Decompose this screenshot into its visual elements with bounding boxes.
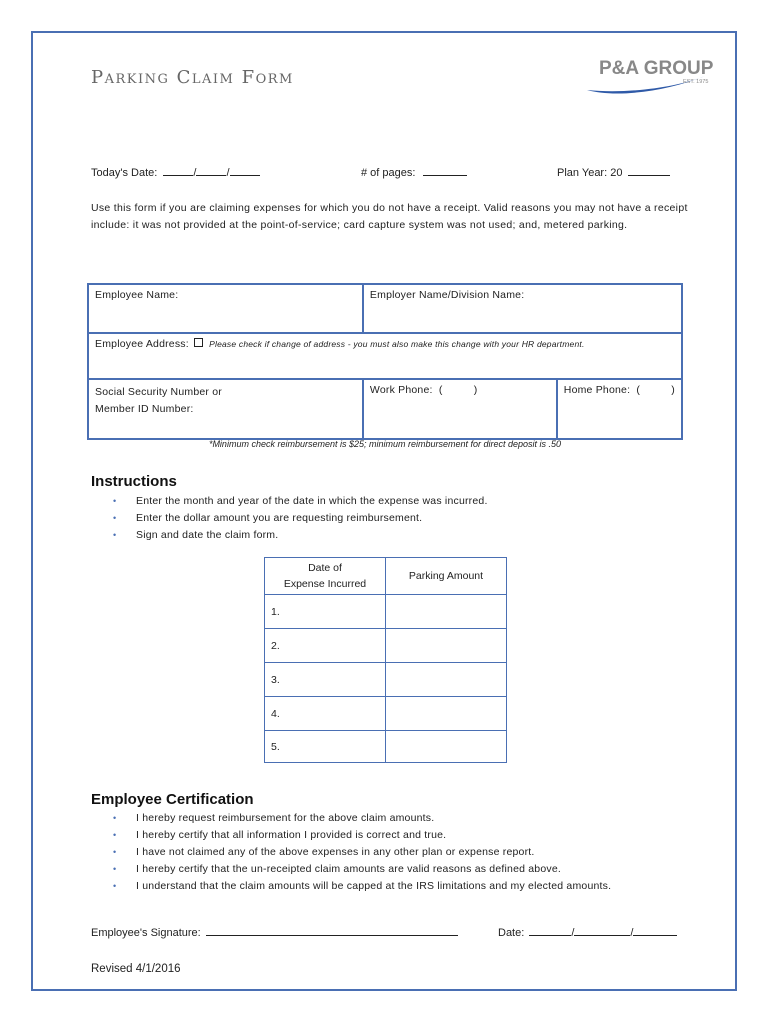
employer-name-label: Employer Name/Division Name: bbox=[369, 289, 525, 301]
table-row bbox=[265, 663, 507, 697]
date-cell[interactable]: 1. bbox=[265, 595, 386, 629]
sig-date-slash-2: / bbox=[630, 927, 634, 939]
date-cell[interactable]: 2. bbox=[265, 629, 386, 663]
amount-cell[interactable] bbox=[386, 697, 507, 731]
list-item: • I have not claimed any of the above expenses in any other plan or expense report. bbox=[91, 844, 711, 861]
employee-address-cell[interactable] bbox=[88, 333, 682, 379]
table-row bbox=[265, 595, 507, 629]
work-phone-label: Work Phone: ( ) bbox=[369, 384, 478, 396]
date-cell[interactable]: 5. bbox=[265, 731, 386, 763]
amount-cell[interactable] bbox=[386, 629, 507, 663]
bullet-icon: • bbox=[113, 847, 117, 857]
todays-date-field[interactable] bbox=[91, 164, 260, 179]
bullet-icon: • bbox=[113, 830, 117, 840]
signature-date-field[interactable] bbox=[498, 924, 677, 939]
list-item: • I understand that the claim amounts will be capped at the IRS limitations and my elected amounts. bbox=[91, 878, 711, 895]
employee-name-cell[interactable] bbox=[88, 284, 363, 333]
pa-group-logo bbox=[585, 52, 727, 97]
list-item: • Enter the month and year of the date in which the expense was incurred. bbox=[91, 493, 691, 510]
revised-date: Revised 4/1/2016 bbox=[91, 963, 181, 975]
sig-date-slash-1: / bbox=[571, 927, 575, 939]
table-row bbox=[265, 697, 507, 731]
ssn-label-line1: Social Security Number or bbox=[95, 386, 222, 398]
amount-column-header: Parking Amount bbox=[386, 558, 507, 595]
home-phone-cell[interactable] bbox=[557, 379, 682, 439]
logo-text: P&A GROUP bbox=[599, 58, 714, 79]
ssn-label-line2: Member ID Number: bbox=[95, 403, 194, 415]
home-phone-label: Home Phone: ( ) bbox=[563, 384, 675, 396]
date-column-header: Date of Expense Incurred bbox=[265, 558, 386, 595]
employer-name-cell[interactable] bbox=[363, 284, 682, 333]
certification-list bbox=[91, 810, 711, 895]
signature-label: Employee's Signature: bbox=[91, 927, 201, 939]
pages-field[interactable] bbox=[361, 164, 467, 179]
bullet-icon: • bbox=[113, 864, 117, 874]
list-item: • I hereby request reimbursement for the above claim amounts. bbox=[91, 810, 711, 827]
page-title: Parking Claim Form bbox=[91, 67, 294, 88]
plan-year-field[interactable] bbox=[557, 164, 670, 179]
reimbursement-note: *Minimum check reimbursement is $25; minimum reimbursement for direct deposit is .50 bbox=[208, 439, 562, 449]
list-item: • Enter the dollar amount you are requesting reimbursement. bbox=[91, 510, 691, 527]
claim-table bbox=[264, 557, 507, 763]
work-phone-cell[interactable] bbox=[363, 379, 557, 439]
signature-field[interactable] bbox=[91, 924, 458, 939]
todays-date-label: Today's Date: bbox=[91, 167, 158, 179]
employee-info-table bbox=[87, 283, 683, 440]
date-cell[interactable]: 4. bbox=[265, 697, 386, 731]
list-item: • I hereby certify that all information I provided is correct and true. bbox=[91, 827, 711, 844]
table-row bbox=[265, 629, 507, 663]
ssn-cell[interactable] bbox=[88, 379, 363, 439]
bullet-icon: • bbox=[113, 530, 117, 540]
plan-year-label: Plan Year: 20 bbox=[557, 167, 623, 179]
certification-heading: Employee Certification bbox=[91, 791, 254, 808]
bullet-icon: • bbox=[113, 496, 117, 506]
date-cell[interactable]: 3. bbox=[265, 663, 386, 697]
pages-label: # of pages: bbox=[361, 167, 416, 179]
employee-address-label: Employee Address: bbox=[95, 338, 189, 350]
intro-paragraph: Use this form if you are claiming expenses for which you do not have a receipt. Valid reasons you may not have a receipt include: it was not provided at the point-of-service; card capture system was not used; and, metered parking. bbox=[91, 202, 688, 231]
amount-cell[interactable] bbox=[386, 663, 507, 697]
instructions-heading: Instructions bbox=[91, 473, 177, 490]
table-row bbox=[265, 731, 507, 763]
list-item: • Sign and date the claim form. bbox=[91, 527, 691, 544]
amount-cell[interactable] bbox=[386, 595, 507, 629]
amount-cell[interactable] bbox=[386, 731, 507, 763]
logo-tagline: EST. 1975 bbox=[683, 79, 709, 85]
date-slash-1: / bbox=[193, 167, 197, 179]
instructions-list bbox=[91, 493, 691, 544]
employee-name-label: Employee Name: bbox=[95, 289, 179, 301]
bullet-icon: • bbox=[113, 813, 117, 823]
bullet-icon: • bbox=[113, 881, 117, 891]
bullet-icon: • bbox=[113, 513, 117, 523]
address-change-note: Please check if change of address - you must also make this change with your HR department. bbox=[209, 339, 585, 349]
date-slash-2: / bbox=[226, 167, 230, 179]
list-item: • I hereby certify that the un-receipted claim amounts are valid reasons as defined above. bbox=[91, 861, 711, 878]
change-of-address-checkbox[interactable] bbox=[194, 338, 203, 347]
signature-date-label: Date: bbox=[498, 927, 525, 939]
